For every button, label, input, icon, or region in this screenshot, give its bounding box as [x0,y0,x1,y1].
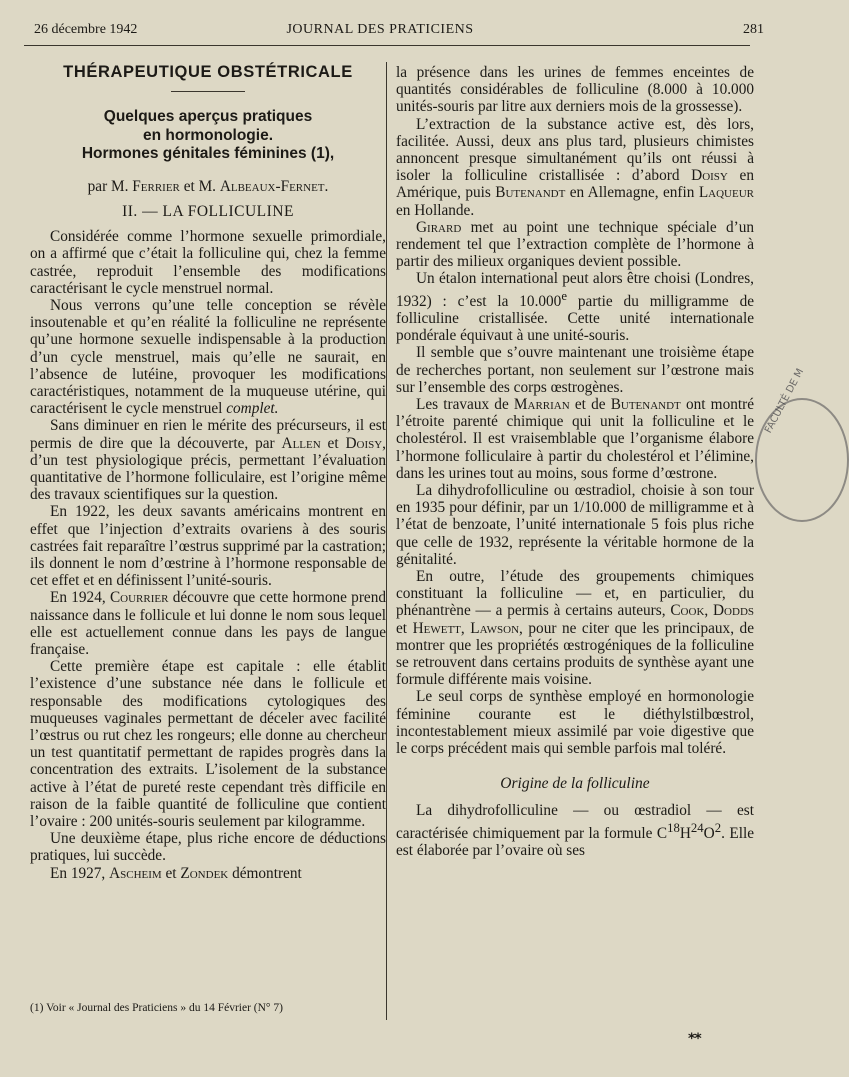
paragraph: Girard met au point une technique spéciale d’un rendement tel que l’extraction complète de l’hormone à partir des milieux organiques devient possible. [396,218,754,271]
header-page-number: 281 [743,22,764,37]
paragraph: Il semble que s’ouvre maintenant une troisième étape de recherches portant, non seulement sur l’œstrone mais sur l’ensemble des corps œstrogènes. [396,344,754,396]
article-title-line: Quelques aperçus pratiques [103,108,313,126]
article-title-line: Hormones génitales féminines (1), [81,145,335,163]
paragraph: En 1927, Ascheim et Zondek démontrent [50,864,302,882]
paragraph: Nous verrons qu’une telle conception se révèle insoutenable et qu’en réalité la folliculine ne représente qu’une hormone sexuelle indispensable à la production d’un cycle menstruel, mais qu’elle ne saurait, en l’absence de lutéine, provoquer les modifications caractéristiques, notamment de la muqueuse utérine, qui caractérisent le cycle menstruel complet. [30,296,386,418]
article-title [30,108,386,164]
printer-mark-stars: ** [688,1031,701,1047]
authors-line [30,178,386,195]
paragraph: Considérée comme l’hormone sexuelle primordiale, on a affirmé que c’était la folliculine qui, chez la femme castrée, reproduit l’ensemble des modifications caractérisant le cycle menstruel normal. [30,228,386,297]
article-title-line: en hormonologie. [142,126,274,144]
paragraph: L’extraction de la substance active est, dès lors, facilitée. Aussi, deux ans plus tard, plusieurs chimistes annoncent presque simultanément qu’ils ont réussi à isoler la folliculine cristallisée : d’abord Doisy en Amérique, puis Butenandt en Allemagne, enfin Laqueur en Hollande. [396,115,754,219]
right-column [396,64,754,859]
authors-by: par M. [87,177,129,195]
paragraph: Un étalon international peut alors être choisi (Londres, 1932) : c’est la 10.000e partie du milligramme de folliculine cristallisée. Cette unité internationale pondérale équivaut à une unité-souris. [396,270,755,345]
paragraph: En outre, l’étude des groupements chimiques constituant la folliculine — et, en particulier, du phénantrène — a permis à certains auteurs, Cook, Dodds et Hewett, Lawson, pour ne citer que les principaux, de montrer que les propriétés œstrogéniques de la folliculine se retrouvent dans certains produits de synthèse ayant une formule différente mais voisine. [396,567,755,689]
section-title: THÉRAPEUTIQUE OBSTÉTRICALE [63,63,353,81]
left-column [30,64,386,882]
header-journal-title: JOURNAL DES PRATICIENS [286,22,474,37]
paragraph: La dihydrofolliculine ou œstradiol, choisie à son tour en 1935 pour définir, par un 1/10.000 de milligramme et à l’état de benzoate, l’unité internationale 5 fois plus riche que celle de 1932, représente la véritable hormone de la génitalité. [396,481,754,568]
subsection-heading: Origine de la folliculine [500,775,650,793]
paragraph: la présence dans les urines de femmes enceintes de quantités considérables de folliculine (8.000 à 10.000 unités-souris par litre aux derniers mois de la grossesse). [396,64,754,116]
paragraph: La dihydrofolliculine — ou œstradiol — est caractérisée chimiquement par la formule $C^{18}H^{24}O^2$. Elle est élaborée par l’ovaire où ses [396,802,754,859]
running-header [0,0,800,46]
paragraph: Une deuxième étape, plus riche encore de déductions pratiques, lui succède. [30,830,386,865]
subheading: II. — LA FOLLICULINE [122,202,294,220]
author-albeaux-fernet: Albeaux-Fernet. [219,177,329,195]
paragraph: Cette première étape est capitale : elle établit l’existence d’une substance née dans le follicule et responsable des modifications cytologiques des muqueuses vaginales permettant de déceler avec facilité l’œstrus ou rut chez les rongeurs; elle donne au chercheur un test quantitatif permettant de rapides progrès dans la concentration des extraits. L’isolement de la substance active à l’état de pureté reste cependant très difficile en raison de la faible quantité de folliculine que contient l’ovaire : 200 unités-souris seulement par kilogramme. [30,658,386,831]
title-rule [171,91,245,92]
paragraph: Sans diminuer en rien le mérite des précurseurs, il est permis de dire que la découverte, par Allen et Doisy, d’un test physiologique précis, permettant l’évaluation quantitative de l’hormone folliculaire, est l’origine même des travaux scientifiques sur la question. [30,417,387,504]
author-ferrier: Ferrier [132,177,180,195]
authors-and: et M. [183,177,216,195]
library-stamp-text: FACULTÉ DE M [763,366,807,436]
footnote: (1) Voir « Journal des Praticiens » du 14 Février (N° 7) [30,1002,283,1014]
header-date: 26 décembre 1942 [34,22,138,37]
paragraph: Les travaux de Marrian et de Butenandt ont montré l’étroite parenté chimique qui unit la folliculine et le cholestérol. Il est vraisemblable que l’organisme élabore l’hormone folliculaire à partir du cholestérol et l’élimine, dans les urines tout au moins, sous forme d’œstrone. [396,395,754,482]
paragraph: Le seul corps de synthèse employé en hormonologie féminine courante est le diéthylstilbœstrol, incontestablement mieux assimilé par voie digestive que le corps précédent mais qui semble parfois mal toléré. [396,688,754,758]
paragraph: En 1924, Courrier découvre que cette hormone prend naissance dans le follicule et lui donne le nom sous lequel elle est actuellement connue dans les pays de langue française. [30,589,387,658]
column-divider [386,62,387,1020]
paragraph: En 1922, les deux savants américains montrent en effet que l’injection d’extraits ovariens à des souris castrées fait reparaître l’œstrus supprimé par la castration; ils donnent le nom d’œstrine à l’hormone responsable de cet effet et en définissent l’unité-souris. [30,503,386,590]
header-rule [24,45,750,46]
